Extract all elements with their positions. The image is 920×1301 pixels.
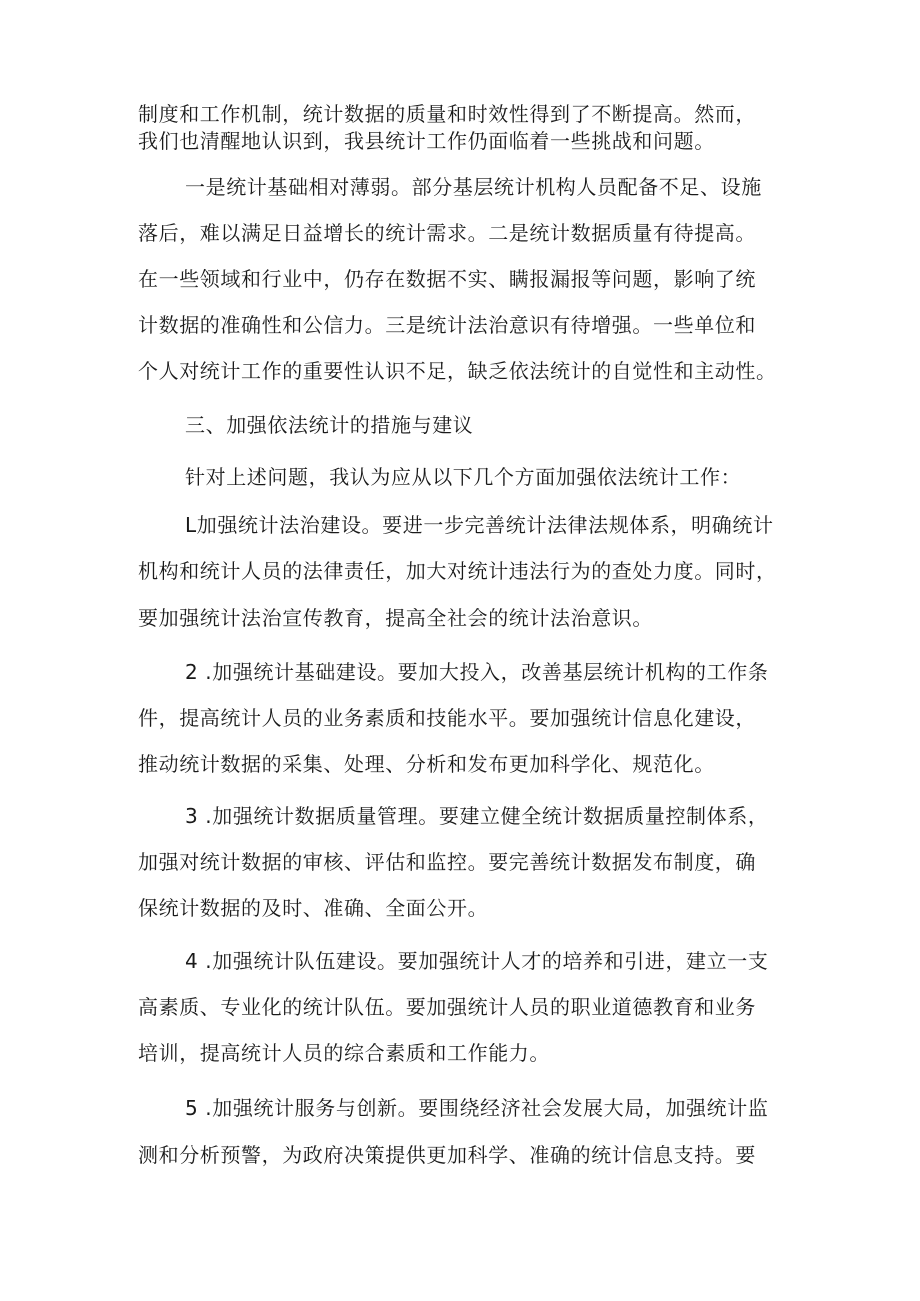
text-line: 件，提高统计人员的业务素质和技能水平。要加强统计信息化建设， [138,706,756,730]
text-line: 落后，难以满足日益增长的统计需求。二是统计数据质量有待提高。 [138,221,756,245]
text-line: 4 .加强统计队伍建设。要加强统计人才的培养和引进，建立一支 [185,949,769,973]
section-heading: 三、加强依法统计的措施与建议 [185,413,474,437]
text-line: 制度和工作机制，统计数据的质量和时效性得到了不断提高。然而， [138,102,756,126]
text-line: 测和分析预警，为政府决策提供更加科学、准确的统计信息支持。要 [138,1143,756,1167]
text-line: 个人对统计工作的重要性认识不足，缺乏依法统计的自觉性和主动性。 [138,359,777,383]
text-line: 2 .加强统计基础建设。要加大投入，改善基层统计机构的工作条 [185,660,769,684]
text-line: 针对上述问题，我认为应从以下几个方面加强依法统计工作： [185,465,742,489]
text-line: 5 .加强统计服务与创新。要围绕经济社会发展大局，加强统计监 [185,1096,769,1120]
text-line: 计数据的准确性和公信力。三是统计法治意识有待增强。一些单位和 [138,313,756,337]
text-line: 3 .加强统计数据质量管理。要建立健全统计数据质量控制体系， [185,804,769,828]
text-line: 在一些领域和行业中，仍存在数据不实、瞒报漏报等问题，影响了统 [138,267,756,291]
text-line: 高素质、专业化的统计队伍。要加强统计人员的职业道德教育和业务 [138,995,756,1019]
text-line: 加强对统计数据的审核、评估和监控。要完善统计数据发布制度，确 [138,850,756,874]
text-line: 推动统计数据的采集、处理、分析和发布更加科学化、规范化。 [138,752,715,776]
text-line: 要加强统计法治宣传教育，提高全社会的统计法治意识。 [138,606,653,630]
text-line: 培训，提高统计人员的综合素质和工作能力。 [138,1041,550,1065]
text-line: 保统计数据的及时、准确、全面公开。 [138,896,489,920]
text-line: 机构和统计人员的法律责任，加大对统计违法行为的查处力度。同时， [138,559,777,583]
text-line: 我们也清醒地认识到，我县统计工作仍面临着一些挑战和问题。 [138,129,715,153]
text-line: L加强统计法治建设。要进一步完善统计法律法规体系，明确统计 [185,513,774,537]
text-line: 一是统计基础相对薄弱。部分基层统计机构人员配备不足、设施 [185,175,762,199]
